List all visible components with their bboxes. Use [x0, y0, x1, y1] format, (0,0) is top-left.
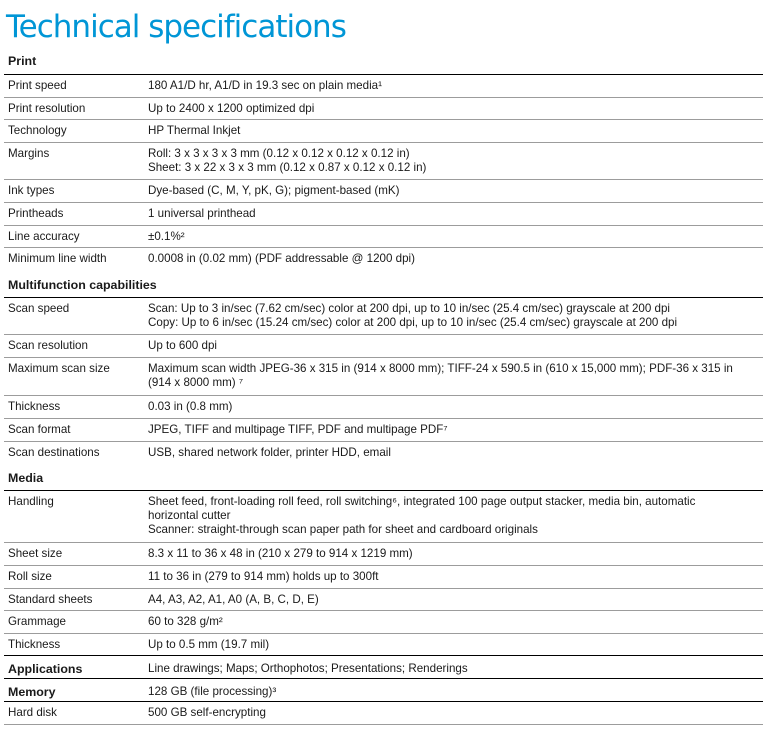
spec-value: [148, 495, 763, 537]
spec-row-roll-size: [4, 565, 763, 589]
spec-value: 180 A1/D hr, A1/D in 19.3 sec on plain media¹: [148, 79, 382, 92]
spec-row-handling: [4, 490, 763, 543]
spec-value: 1 universal printhead: [148, 207, 256, 220]
spec-row-min-line-width: [4, 247, 763, 272]
spec-label: Roll size: [8, 570, 52, 583]
spec-value-line: horizontal cutter: [148, 509, 231, 522]
section-header-media: [4, 468, 763, 490]
spec-label: Thickness: [8, 400, 61, 413]
spec-row-technology: [4, 119, 763, 143]
spec-label: Print resolution: [8, 102, 86, 115]
spec-row-scan-destinations: [4, 441, 763, 466]
spec-row-thickness: [4, 395, 763, 419]
spec-value: [148, 362, 763, 390]
spec-label: Print speed: [8, 79, 67, 92]
spec-row-scan-format: [4, 418, 763, 442]
spec-value: ±0.1%²: [148, 230, 185, 243]
spec-label: Scan destinations: [8, 446, 100, 459]
spec-row-line-accuracy: [4, 225, 763, 248]
spec-value: 500 GB self-encrypting: [148, 706, 266, 719]
spec-value: [148, 147, 763, 175]
spec-label: Minimum line width: [8, 252, 107, 265]
spec-row-grammage: [4, 610, 763, 634]
spec-value-line: Scan: Up to 3 in/sec (7.62 cm/sec) color at 200 dpi, up to 10 in/sec (25.4 cm/sec) grayscale at 200 dpi: [148, 302, 670, 315]
spec-value: 128 GB (file processing)³: [148, 685, 277, 698]
section-header-multifunction: [4, 275, 763, 297]
spec-value: 60 to 328 g/m²: [148, 615, 223, 628]
spec-label: Technology: [8, 124, 67, 137]
spec-label: Margins: [8, 147, 50, 160]
spec-value-line: Maximum scan width JPEG-36 x 315 in (914 x 8000 mm); TIFF-24 x 590.5 in (610 x 15,000 mm); PDF-36 x 315 in: [148, 362, 733, 375]
spec-row-margins: [4, 142, 763, 180]
spec-value: Line drawings; Maps; Orthophotos; Presentations; Renderings: [148, 662, 468, 675]
spec-label: Ink types: [8, 184, 55, 197]
spec-row-scan-speed: [4, 297, 763, 335]
spec-value: 0.0008 in (0.02 mm) (PDF addressable @ 1200 dpi): [148, 252, 415, 265]
spec-value: 0.03 in (0.8 mm): [148, 400, 233, 413]
spec-row-printheads: [4, 202, 763, 226]
spec-value: 8.3 x 11 to 36 x 48 in (210 x 279 to 914 x 1219 mm): [148, 547, 413, 560]
spec-value: HP Thermal Inkjet: [148, 124, 241, 137]
spec-row-ink-types: [4, 179, 763, 203]
spec-label: Maximum scan size: [8, 362, 110, 375]
spec-value-line: Copy: Up to 6 in/sec (15.24 cm/sec) color at 200 dpi, up to 10 in/sec (25.4 cm/sec) grayscale at 200 dpi: [148, 316, 678, 329]
spec-row-standard-sheets: [4, 588, 763, 611]
spec-value: Up to 600 dpi: [148, 339, 217, 352]
spec-label: Sheet size: [8, 547, 63, 560]
spec-value: Up to 2400 x 1200 optimized dpi: [148, 102, 315, 115]
spec-label: Scan speed: [8, 302, 70, 315]
spec-label: Line accuracy: [8, 230, 80, 243]
section-title: Print: [8, 54, 37, 68]
spec-row-scan-resolution: [4, 334, 763, 358]
section-title: Media: [8, 471, 44, 485]
spec-value-line: Sheet feed, front-loading roll feed, roll switching⁶, integrated 100 page output stacker, media bin, automatic: [148, 495, 696, 508]
spec-row-sheet-size: [4, 542, 763, 566]
spec-label: Handling: [8, 495, 54, 508]
spec-value: [148, 302, 763, 330]
spec-value-line: Sheet: 3 x 22 x 3 x 3 mm (0.12 x 0.87 x 0.12 x 0.12 in): [148, 161, 427, 174]
spec-value: Up to 0.5 mm (19.7 mil): [148, 638, 270, 651]
spec-label: Printheads: [8, 207, 64, 220]
spec-value: A4, A3, A2, A1, A0 (A, B, C, D, E): [148, 593, 319, 606]
spec-value: Dye-based (C, M, Y, pK, G); pigment-based (mK): [148, 184, 400, 197]
spec-label: Scan resolution: [8, 339, 88, 352]
spec-row-print-speed: [4, 74, 763, 98]
section-title: Applications: [8, 662, 83, 676]
spec-label: Scan format: [8, 423, 71, 436]
section-header-print: [4, 51, 763, 74]
section-header-memory: [4, 678, 763, 702]
section-header-applications: [4, 655, 763, 679]
spec-value-line: Scanner: straight-through scan paper path for sheet and cardboard originals: [148, 523, 538, 536]
spec-row-hard-disk: [4, 701, 763, 725]
spec-value: 11 to 36 in (279 to 914 mm) holds up to 300ft: [148, 570, 379, 583]
spec-value-line: Roll: 3 x 3 x 3 x 3 mm (0.12 x 0.12 x 0.12 x 0.12 in): [148, 147, 410, 160]
spec-row-max-scan-size: [4, 357, 763, 396]
section-title: Memory: [8, 685, 56, 699]
spec-label: Standard sheets: [8, 593, 93, 606]
spec-label: Hard disk: [8, 706, 57, 719]
spec-row-print-resolution: [4, 97, 763, 120]
spec-value-line: (914 x 8000 mm) ⁷: [148, 376, 244, 389]
page-title: Technical specifications: [6, 9, 346, 45]
spec-label: Thickness: [8, 638, 61, 651]
spec-value: USB, shared network folder, printer HDD, email: [148, 446, 391, 459]
spec-row-media-thickness: [4, 633, 763, 656]
spec-label: Grammage: [8, 615, 66, 628]
spec-value: JPEG, TIFF and multipage TIFF, PDF and multipage PDF⁷: [148, 423, 448, 436]
section-title: Multifunction capabilities: [8, 278, 157, 292]
